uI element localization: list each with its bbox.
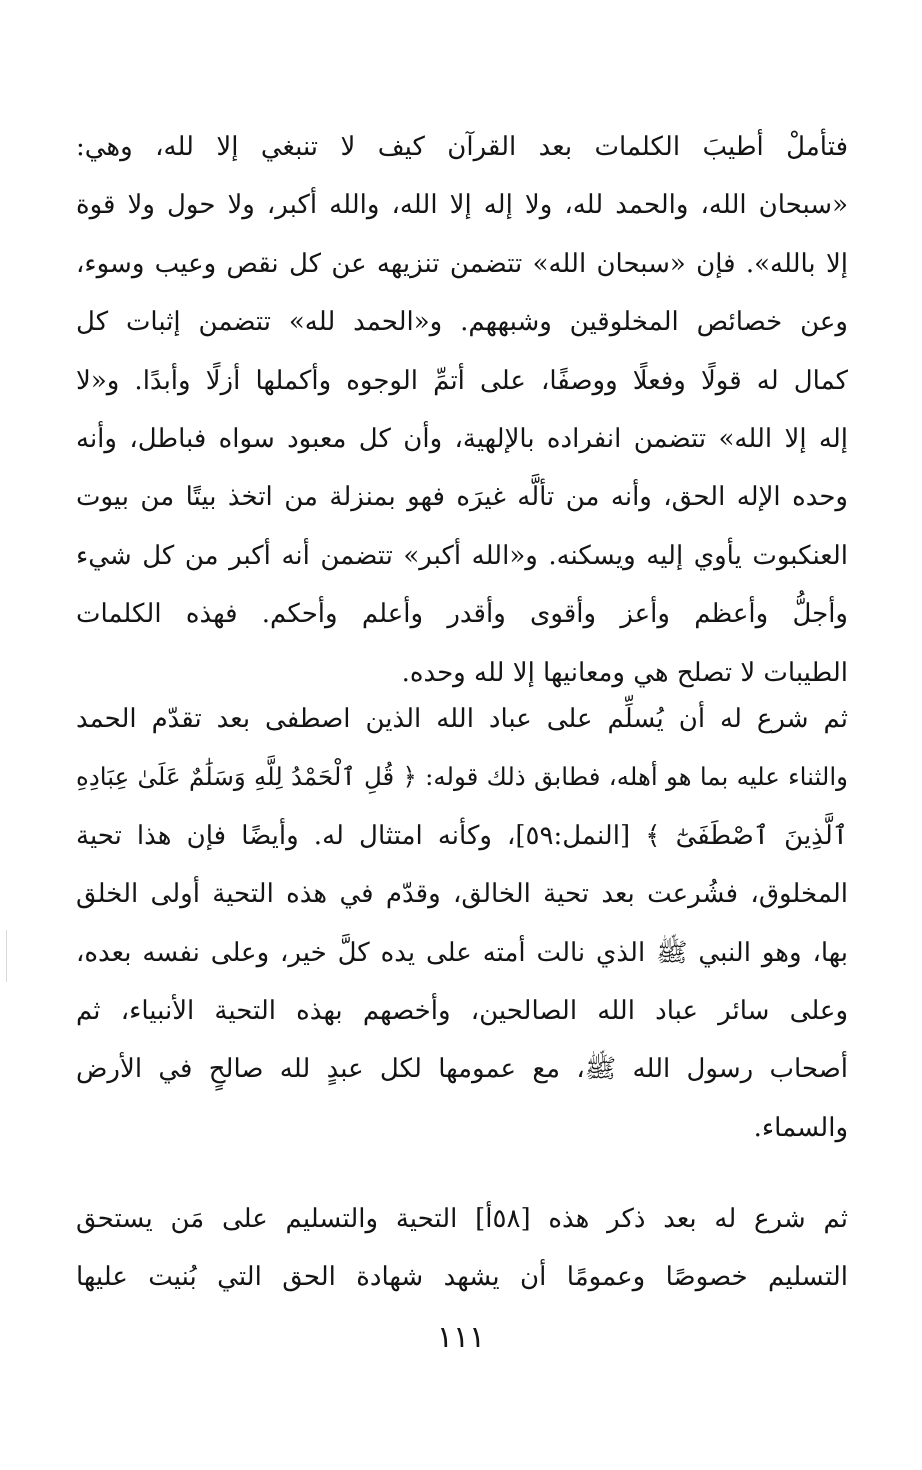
- text-line: إلا بالله». فإن «سبحان الله» تتضمن تنزيهه عن كل نقص وعيب وسوء،: [76, 248, 848, 279]
- margin-scan-mark: [6, 930, 7, 982]
- paragraph-3: [76, 1190, 848, 1307]
- text-line: ثم شرع له أن يُسلِّم على عباد الله الذين اصطفى بعد تقدّم الحمد: [76, 704, 848, 734]
- text-line: الطيبات لا تصلح هي ومعانيها إلا لله وحده.: [401, 657, 848, 688]
- text-line: بها، وهو النبي ﷺ الذي نالت أمته على يده كلَّ خير، وعلى نفسه بعده،: [76, 937, 848, 968]
- text-line: أصحاب رسول الله ﷺ، مع عمومها لكل عبدٍ لله صالحٍ في الأرض: [76, 1054, 848, 1085]
- text-line: المخلوق، فشُرعت بعد تحية الخالق، وقدّم في هذه التحية أولى الخلق: [76, 879, 848, 910]
- text-line-with-quran-verse: ٱلَّذِينَ ٱصْطَفَىٰٓ ﴾ [النمل:٥٩]، وكأنه امتثال له. وأيضًا فإن هذا تحية: [76, 820, 848, 851]
- text-line: كمال له قولًا وفعلًا ووصفًا، على أتمِّ الوجوه وأكملها أزلًا وأبدًا. و«لا: [76, 365, 848, 396]
- text-line: ثم شرع له بعد ذكر هذه [٥٨أ] التحية والتسليم على مَن يستحق: [76, 1204, 848, 1234]
- text-line: «سبحان الله، والحمد لله، ولا إله إلا الله، والله أكبر، ولا حول ولا قوة: [76, 190, 848, 221]
- text-line: وحده الإله الحق، وأنه من تألَّه غيرَه فهو بمنزلة من اتخذ بيتًا من بيوت: [76, 482, 848, 513]
- text-line: العنكبوت يأوي إليه ويسكنه. و«الله أكبر» تتضمن أنه أكبر من كل شيء: [76, 540, 848, 571]
- text-line: التسليم خصوصًا وعمومًا أن يشهد شهادة الحق التي بُنيت عليها: [76, 1262, 848, 1293]
- text-line: وعن خصائص المخلوقين وشبههم. و«الحمد لله» تتضمن إثبات كل: [76, 307, 848, 338]
- page-number: ١١١: [436, 1320, 486, 1355]
- text-line-with-quran-verse: والثناء عليه بما هو أهله، فطابق ذلك قوله: ﴿ قُلِ ٱلْحَمْدُ لِلَّهِ وَسَلَٰمٌ عَلَىٰ عِبَادِهِ: [76, 762, 848, 792]
- text-line: إله إلا الله» تتضمن انفراده بالإلهية، وأن كل معبود سواه فباطل، وأنه: [76, 423, 848, 454]
- text-line: فتأملْ أطيبَ الكلمات بعد القرآن كيف لا تنبغي إلا لله، وهي:: [76, 132, 848, 162]
- paragraph-2: [76, 690, 848, 1157]
- text-line: وأجلُّ وأعظم وأعز وأقوى وأقدر وأعلم وأحكم. فهذه الكلمات: [76, 599, 848, 630]
- text-line: وعلى سائر عباد الله الصالحين، وأخصهم بهذه التحية الأنبياء، ثم: [76, 995, 848, 1026]
- text-line: والسماء.: [753, 1112, 848, 1143]
- paragraph-1: [76, 118, 848, 702]
